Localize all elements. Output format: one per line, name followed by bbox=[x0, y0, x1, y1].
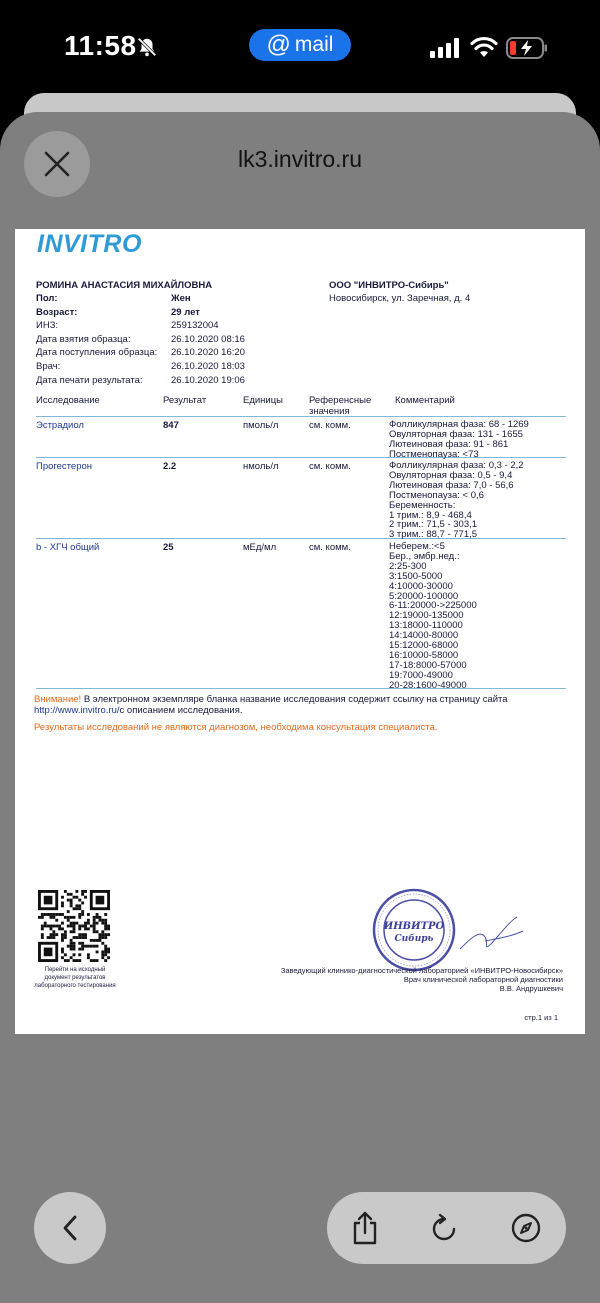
mail-pill-label: mail bbox=[294, 33, 334, 56]
header-ref-line1: Референсные bbox=[309, 395, 372, 406]
info-value: Жен bbox=[171, 293, 191, 304]
comment-line: Овуляторная фаза: 0,5 - 9,4 bbox=[389, 469, 513, 481]
disclaimer: Результаты исследований не являются диагнозом, необходима консультация специалиста. bbox=[34, 722, 438, 733]
reload-button[interactable] bbox=[426, 1210, 462, 1246]
qr-caption-line: Перейти на исходный bbox=[44, 967, 106, 973]
comment-line: 6-11:20000->225000 bbox=[389, 600, 477, 612]
test-reference: см. комм. bbox=[309, 542, 351, 553]
info-label: Дата печати результата: bbox=[36, 374, 143, 386]
qr-caption-line: лабораторного тестирования bbox=[34, 983, 116, 989]
info-value: 26.10.2020 19:06 bbox=[171, 374, 245, 386]
stamp-line1: ИНВИТРО bbox=[383, 921, 445, 932]
signer-line2: Врач клинической лабораторной диагностики bbox=[403, 975, 563, 984]
open-in-browser-button[interactable] bbox=[508, 1210, 544, 1246]
table-row bbox=[36, 417, 566, 458]
comment-line: 15:12000-68000 bbox=[389, 640, 459, 652]
page-number: стр.1 из 1 bbox=[524, 1013, 558, 1022]
header-units: Единицы bbox=[243, 395, 284, 406]
note-text2: с описанием исследования. bbox=[119, 705, 243, 716]
status-time: 11:58 bbox=[64, 30, 137, 61]
patient-info bbox=[36, 293, 245, 388]
info-row bbox=[36, 293, 245, 307]
info-row bbox=[36, 375, 245, 389]
wifi-icon bbox=[470, 36, 498, 58]
chevron-left-icon bbox=[60, 1214, 80, 1242]
cellular-signal-icon bbox=[430, 38, 460, 58]
qr-caption bbox=[25, 966, 125, 990]
bell-muted-icon bbox=[136, 36, 158, 58]
test-name-link[interactable]: b - ХГЧ общий bbox=[36, 542, 100, 553]
compass-icon bbox=[510, 1212, 542, 1244]
comment-line: 13:18000-110000 bbox=[389, 620, 463, 632]
comment-line: 20-28:1600-49000 bbox=[389, 679, 467, 691]
lab-result-document bbox=[15, 229, 585, 1034]
test-comment bbox=[389, 420, 529, 460]
info-value: 26.10.2020 08:16 bbox=[171, 333, 245, 345]
header-ref-line2: значения bbox=[309, 406, 350, 417]
comment-line: Беременность: bbox=[389, 499, 456, 511]
comment-line: 3:1500-5000 bbox=[389, 570, 443, 582]
comment-line: Овуляторная фаза: 131 - 1655 bbox=[389, 428, 523, 440]
header-result: Результат bbox=[163, 395, 207, 406]
test-units: мЕд/мл bbox=[243, 542, 277, 553]
qr-caption-line: документ результатов bbox=[44, 975, 106, 981]
status-bar bbox=[0, 0, 600, 95]
test-units: нмоль/л bbox=[243, 461, 279, 472]
stamp-line2: Сибирь bbox=[394, 934, 434, 944]
comment-line: Постменопауза: <73 bbox=[389, 448, 479, 460]
invitro-logo: INVITRO bbox=[37, 230, 142, 258]
mail-pill[interactable] bbox=[249, 29, 351, 61]
test-reference: см. комм. bbox=[309, 420, 351, 431]
comment-line: Лютеиновая фаза: 91 - 861 bbox=[389, 438, 509, 450]
info-value: 259132004 bbox=[171, 320, 219, 332]
battery-charging-icon bbox=[506, 37, 548, 59]
comment-line: Постменопауза: < 0,6 bbox=[389, 489, 484, 501]
table-row bbox=[36, 458, 566, 539]
share-button[interactable] bbox=[347, 1210, 383, 1246]
comment-line: 3 трим.: 88,7 - 771,5 bbox=[389, 529, 478, 541]
test-name-link[interactable]: Эстрадиол bbox=[36, 420, 84, 431]
back-button[interactable] bbox=[34, 1192, 106, 1264]
comment-line: Фолликулярная фаза: 68 - 1269 bbox=[389, 419, 529, 430]
patient-name: РОМИНА АНАСТАСИЯ МИХАЙЛОВНА bbox=[36, 280, 213, 291]
info-label: Дата взятия образца: bbox=[36, 333, 131, 345]
table-row bbox=[36, 539, 566, 689]
comment-line: Лютеиновая фаза: 7,0 - 56,6 bbox=[389, 479, 514, 491]
info-label: Пол: bbox=[36, 293, 58, 304]
test-name-link[interactable]: Прогестерон bbox=[36, 461, 93, 472]
info-row bbox=[36, 347, 245, 361]
comment-line: 2 трим.: 71,5 - 303,1 bbox=[389, 519, 478, 531]
signer-line1: Заведующий клинико-диагностической лабораторией «ИНВИТРО-Новосибирск» bbox=[280, 966, 563, 975]
qr-code[interactable] bbox=[38, 890, 110, 962]
test-result: 25 bbox=[163, 542, 174, 553]
header-comment: Комментарий bbox=[395, 395, 455, 406]
share-icon bbox=[350, 1211, 380, 1245]
header-test: Исследование bbox=[36, 395, 100, 406]
info-row bbox=[36, 334, 245, 348]
test-reference: см. комм. bbox=[309, 461, 351, 472]
comment-line: 5:20000-100000 bbox=[389, 590, 459, 602]
info-row bbox=[36, 361, 245, 375]
info-row bbox=[36, 320, 245, 334]
reload-icon bbox=[429, 1213, 459, 1243]
info-value: 29 лет bbox=[171, 306, 200, 318]
info-value: 26.10.2020 18:03 bbox=[171, 360, 245, 372]
comment-line: Бер., эмбр.нед.: bbox=[389, 550, 460, 562]
comment-line: 17-18:8000-57000 bbox=[389, 659, 467, 671]
test-result: 847 bbox=[163, 420, 179, 431]
at-icon: @ bbox=[266, 31, 291, 58]
info-value: 26.10.2020 16:20 bbox=[171, 347, 245, 359]
lab-name: ООО "ИНВИТРО-Сибирь" bbox=[329, 280, 449, 291]
info-label: Дата поступления образца: bbox=[36, 347, 158, 359]
test-comment bbox=[389, 461, 524, 540]
note-text: В электронном экземпляре бланка название исследования содержит ссылку на страницу сайта bbox=[81, 694, 508, 705]
header-ref bbox=[309, 395, 371, 417]
signature bbox=[455, 909, 525, 959]
invitro-link[interactable]: http://www.invitro.ru/ bbox=[34, 705, 120, 716]
results-table-header bbox=[36, 395, 566, 417]
comment-line: 16:10000-58000 bbox=[389, 649, 459, 661]
comment-line: Неберем.:<5 bbox=[389, 541, 445, 552]
comment-line: 12:19000-135000 bbox=[389, 610, 464, 622]
bottom-toolbar bbox=[327, 1192, 566, 1264]
comment-line: 19:7000-49000 bbox=[389, 669, 453, 681]
comment-line: Фолликулярная фаза: 0,3 - 2,2 bbox=[389, 460, 524, 471]
lab-address: Новосибирск, ул. Заречная, д. 4 bbox=[329, 293, 471, 304]
info-row bbox=[36, 307, 245, 321]
note-warning bbox=[34, 694, 554, 716]
comment-line: 14:14000-80000 bbox=[389, 630, 459, 642]
comment-line: 4:10000-30000 bbox=[389, 580, 453, 592]
page-url: lk3.invitro.ru bbox=[238, 146, 362, 172]
test-comment bbox=[389, 542, 477, 691]
note-warning-label: Внимание! bbox=[34, 694, 82, 705]
comment-line: 1 трим.: 8,9 - 468,4 bbox=[389, 509, 472, 521]
info-label: ИНЗ: bbox=[36, 320, 59, 332]
signer-block bbox=[281, 966, 563, 993]
info-label: Возраст: bbox=[36, 306, 78, 318]
signer-line3: В.В. Андрушкевич bbox=[499, 984, 563, 993]
comment-line: 2:25-300 bbox=[389, 560, 427, 572]
info-label: Врач: bbox=[36, 360, 61, 372]
test-units: пмоль/л bbox=[243, 420, 279, 431]
test-result: 2.2 bbox=[163, 461, 177, 472]
lab-stamp bbox=[371, 887, 457, 973]
